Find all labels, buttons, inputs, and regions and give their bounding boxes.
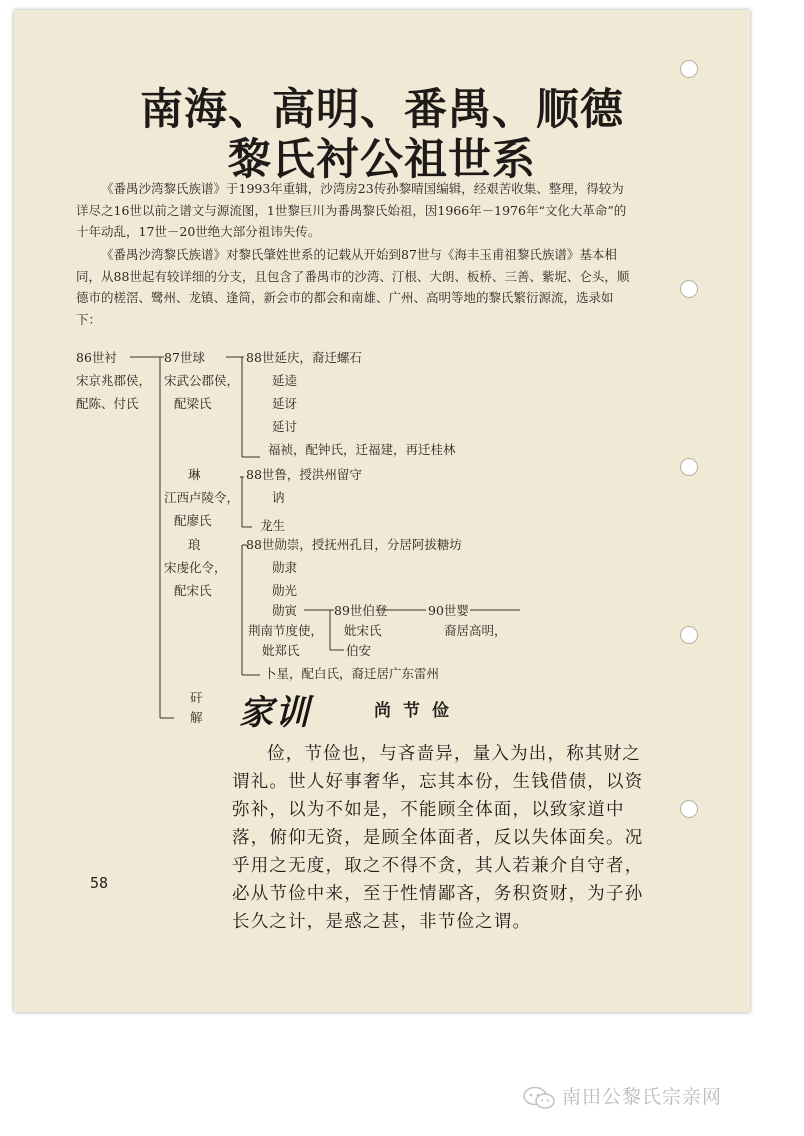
gen89-bodeng-spouse: 妣宋氏 (344, 623, 382, 638)
family-precept-heading: 家训 (239, 693, 311, 733)
punch-hole (680, 800, 698, 818)
page-number: 58 (90, 874, 109, 892)
gen87-lin-title: 江西卢陵令， (164, 490, 240, 505)
punch-hole (680, 458, 698, 476)
document-page (14, 10, 750, 1012)
gen87-lang-title: 宋虔化令， (164, 560, 227, 575)
gen88-longsheng: 龙生 (260, 518, 286, 533)
gen88-xunchong: 88世勋崇，授抚州孔目，分居阿拔糖坊 (246, 537, 462, 552)
gen86-name: 86世衬 (76, 350, 117, 365)
precept-body-text: 俭，节俭也，与吝啬异，量入为出，称其财之谓礼。世人好事奢华，忘其本份，生钱借债，以资弥补，以为不如是，不能顾全体面，以致家道中落，俯仰无资，是顾全体面者，反以失体面矣。况乎用之无度，取之不得不贪，其人若兼介自守者，必从节俭中来，至于性情鄙吝，务积资财，为子孙长久之计，是惑之甚，非节俭之谓。 (232, 744, 644, 932)
intro-paragraph-2: 《番禺沙湾黎氏族谱》对黎氏肇姓世系的记载从开始到87世与《海丰玉甫祖黎氏族谱》基本相同，从88世起有较详细的分支，且包含了番禺市的沙湾、汀根、大朗、板桥、三善、紫坭、仑头，顺德市的槎滘、鹭州、龙镇、逢简，新会市的都会和南雄、广州、高明等地的黎氏繁衍源流，选录如下： (76, 247, 630, 327)
gen89-bodeng: 89世伯登 (334, 603, 388, 618)
gen90-ying: 90世婴 (428, 603, 469, 618)
gen87-lin-spouse: 配廖氏 (174, 513, 212, 528)
gen86-title: 宋京兆郡侯， (76, 373, 152, 388)
gen88-xunyin: 勋寅 (272, 603, 298, 618)
chat-bubble-icon (522, 1086, 556, 1110)
gen87-jie: 解 (190, 710, 203, 725)
gen87-qiu-name: 87世球 (164, 350, 205, 365)
precept-subtitle: 尚节俭 (374, 701, 461, 721)
gen87-lang-name: 琅 (188, 537, 201, 552)
gen88-yantao: 延讨 (272, 419, 298, 434)
intro-paragraph-1: 《番禺沙湾黎氏族谱》于1993年重辑，沙湾房23传孙黎晴国编辑，经艰苦收集、整理，得较为详尽之16世以前之谱文与源流图，1世黎巨川为番禺黎氏始祖，因1966年－1976年“文化大革命”的十年动乱，17世－20世绝大部分祖讳失传。 (76, 181, 627, 239)
source-watermark (522, 1082, 722, 1110)
gen88-xunyin-title: 荆南节度使， (248, 623, 324, 638)
gen89-boan: 伯安 (346, 643, 372, 658)
gen88-fuzhen: 福祯，配钟氏，迁福建，再迁桂林 (268, 442, 456, 457)
gen90-ying-residence: 裔居高明， (444, 623, 507, 638)
watermark-text: 南田公黎氏宗亲网 (562, 1086, 723, 1108)
gen88-xunyin-spouse: 妣郑氏 (262, 643, 300, 658)
gen87-lin-name: 琳 (188, 467, 201, 482)
gen87-qiu-spouse: 配梁氏 (174, 396, 212, 411)
gen88-yanya: 延讶 (272, 396, 298, 411)
gen88-ne: 讷 (272, 490, 285, 505)
gen87-gan: 矸 (190, 690, 203, 705)
gen88-yanqing: 88世延庆，裔迁螺石 (246, 350, 362, 365)
gen88-xunguang: 勋光 (272, 583, 298, 598)
gen88-lu: 88世鲁，授洪州留守 (246, 467, 362, 482)
page-title-line2: 黎氏衬公祖世系 (228, 135, 536, 185)
gen87-qiu-title: 宋武公郡侯， (164, 373, 240, 388)
punch-hole (680, 280, 698, 298)
gen88-yankui: 延逵 (272, 373, 298, 388)
gen88-xunli: 勋隶 (272, 560, 298, 575)
page-title-line1: 南海、高明、番禺、顺德 (140, 85, 624, 135)
gen88-buxing: 卜星，配白氏，裔迁居广东雷州 (264, 666, 440, 681)
punch-hole (680, 626, 698, 644)
gen87-lang-spouse: 配宋氏 (174, 583, 212, 598)
gen86-spouse: 配陈、付氏 (76, 396, 139, 411)
